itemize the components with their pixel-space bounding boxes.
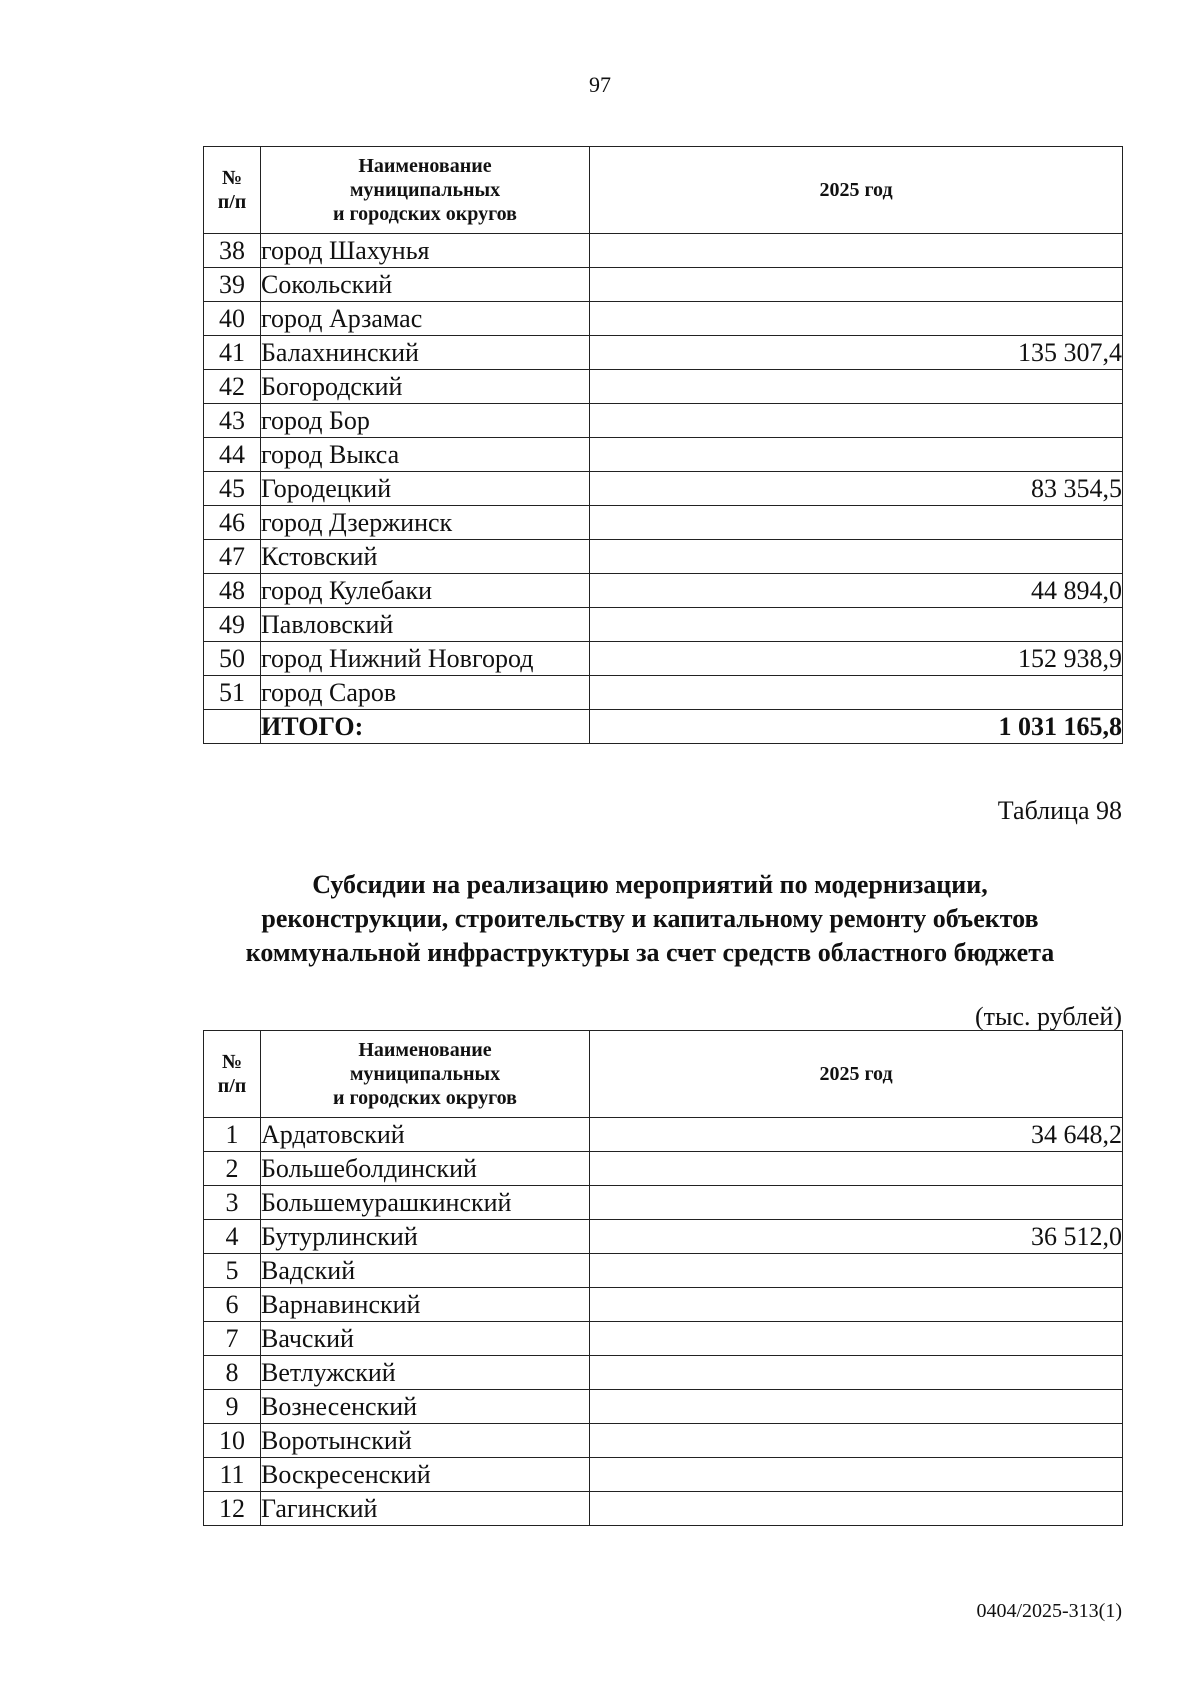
row-number: 38: [204, 234, 261, 268]
table-row: [204, 1288, 1123, 1322]
district-name: Большемурашкинский: [261, 1186, 590, 1220]
row-value: 34 648,2: [590, 1118, 1123, 1152]
row-number: 12: [204, 1492, 261, 1526]
document-code: 0404/2025-313(1): [976, 1600, 1122, 1622]
row-number: 46: [204, 506, 261, 540]
table-row: [204, 1186, 1123, 1220]
table-row: [204, 1390, 1123, 1424]
table-row: [204, 1254, 1123, 1288]
row-value: [590, 438, 1123, 472]
table-row: [204, 1322, 1123, 1356]
units-label: (тыс. рублей): [974, 1002, 1122, 1031]
row-value: [590, 1356, 1123, 1390]
table-row: [204, 540, 1123, 574]
row-number: 3: [204, 1186, 261, 1220]
table-row: [204, 370, 1123, 404]
table-row: [204, 1458, 1123, 1492]
row-number: 47: [204, 540, 261, 574]
table-row: [204, 574, 1123, 608]
row-number: 6: [204, 1288, 261, 1322]
table-row: [204, 472, 1123, 506]
table-row: [204, 404, 1123, 438]
table-row: [204, 438, 1123, 472]
page-number: 97: [589, 72, 611, 97]
row-number: 44: [204, 438, 261, 472]
row-number: 5: [204, 1254, 261, 1288]
row-number: 4: [204, 1220, 261, 1254]
table-row: [204, 642, 1123, 676]
row-number: 39: [204, 268, 261, 302]
row-value: [590, 1424, 1123, 1458]
row-value: 44 894,0: [590, 574, 1123, 608]
row-value: [590, 1288, 1123, 1322]
column-header-name: Наименование муниципальных и городских округов: [261, 147, 590, 234]
row-value: [590, 540, 1123, 574]
row-number: 45: [204, 472, 261, 506]
row-number: 40: [204, 302, 261, 336]
district-name: город Бор: [261, 404, 590, 438]
district-name: город Нижний Новгород: [261, 642, 590, 676]
district-name: Варнавинский: [261, 1288, 590, 1322]
row-number: 50: [204, 642, 261, 676]
column-header-name: Наименование муниципальных и городских округов: [261, 1031, 590, 1118]
district-name: Вачский: [261, 1322, 590, 1356]
total-value: 1 031 165,8: [590, 710, 1123, 744]
district-name: город Кулебаки: [261, 574, 590, 608]
table-row: [204, 268, 1123, 302]
row-value: [590, 676, 1123, 710]
column-header-year: 2025 год: [590, 147, 1123, 234]
row-number: 8: [204, 1356, 261, 1390]
row-value: [590, 1492, 1123, 1526]
table-row: [204, 1220, 1123, 1254]
table-row: [204, 506, 1123, 540]
row-number: 41: [204, 336, 261, 370]
total-label: ИТОГО:: [261, 710, 590, 744]
district-name: Воскресенский: [261, 1458, 590, 1492]
row-number: 51: [204, 676, 261, 710]
district-name: Кстовский: [261, 540, 590, 574]
district-name: Балахнинский: [261, 336, 590, 370]
total-num-cell: [204, 710, 261, 744]
total-row: [204, 710, 1123, 744]
subsidy-table-98: [203, 1030, 1123, 1526]
district-name: город Арзамас: [261, 302, 590, 336]
district-name: город Дзержинск: [261, 506, 590, 540]
column-header-year: 2025 год: [590, 1031, 1123, 1118]
table-row: [204, 1356, 1123, 1390]
district-name: Вознесенский: [261, 1390, 590, 1424]
row-value: [590, 302, 1123, 336]
row-number: 9: [204, 1390, 261, 1424]
row-value: [590, 1458, 1123, 1492]
row-value: [590, 234, 1123, 268]
district-name: Сокольский: [261, 268, 590, 302]
district-name: город Выкса: [261, 438, 590, 472]
row-value: 135 307,4: [590, 336, 1123, 370]
row-value: [590, 1254, 1123, 1288]
table-98-label: Таблица 98: [997, 796, 1122, 825]
table-row: [204, 1492, 1123, 1526]
row-value: [590, 370, 1123, 404]
column-header-number: № п/п: [204, 147, 261, 234]
row-number: 43: [204, 404, 261, 438]
row-number: 49: [204, 608, 261, 642]
row-number: 1: [204, 1118, 261, 1152]
table-row: [204, 1424, 1123, 1458]
table-header-row: [204, 147, 1123, 234]
row-value: [590, 404, 1123, 438]
row-number: 7: [204, 1322, 261, 1356]
table-header-row: [204, 1031, 1123, 1118]
district-name: Павловский: [261, 608, 590, 642]
table-98-title: Субсидии на реализацию мероприятий по модернизации, реконструкции, строительству и капитальному ремонту объектов коммунальной инфраструктуры за счет средств областного бюджета: [245, 870, 1055, 967]
district-name: Ветлужский: [261, 1356, 590, 1390]
row-value: 36 512,0: [590, 1220, 1123, 1254]
row-number: 2: [204, 1152, 261, 1186]
district-name: Ардатовский: [261, 1118, 590, 1152]
row-number: 42: [204, 370, 261, 404]
row-value: [590, 1390, 1123, 1424]
table-row: [204, 1118, 1123, 1152]
row-value: [590, 1186, 1123, 1220]
district-name: город Саров: [261, 676, 590, 710]
row-value: [590, 1322, 1123, 1356]
table-row: [204, 608, 1123, 642]
row-value: 83 354,5: [590, 472, 1123, 506]
district-name: Большеболдинский: [261, 1152, 590, 1186]
row-number: 11: [204, 1458, 261, 1492]
table-row: [204, 336, 1123, 370]
district-name: Городецкий: [261, 472, 590, 506]
district-name: Богородский: [261, 370, 590, 404]
district-name: Вадский: [261, 1254, 590, 1288]
table-row: [204, 234, 1123, 268]
row-number: 48: [204, 574, 261, 608]
district-name: город Шахунья: [261, 234, 590, 268]
district-name: Гагинский: [261, 1492, 590, 1526]
row-value: [590, 268, 1123, 302]
district-name: Бутурлинский: [261, 1220, 590, 1254]
table-row: [204, 302, 1123, 336]
district-name: Воротынский: [261, 1424, 590, 1458]
row-number: 10: [204, 1424, 261, 1458]
table-row: [204, 676, 1123, 710]
table-row: [204, 1152, 1123, 1186]
row-value: 152 938,9: [590, 642, 1123, 676]
row-value: [590, 608, 1123, 642]
row-value: [590, 1152, 1123, 1186]
subsidy-table-97-continued: [203, 146, 1123, 744]
column-header-number: № п/п: [204, 1031, 261, 1118]
row-value: [590, 506, 1123, 540]
